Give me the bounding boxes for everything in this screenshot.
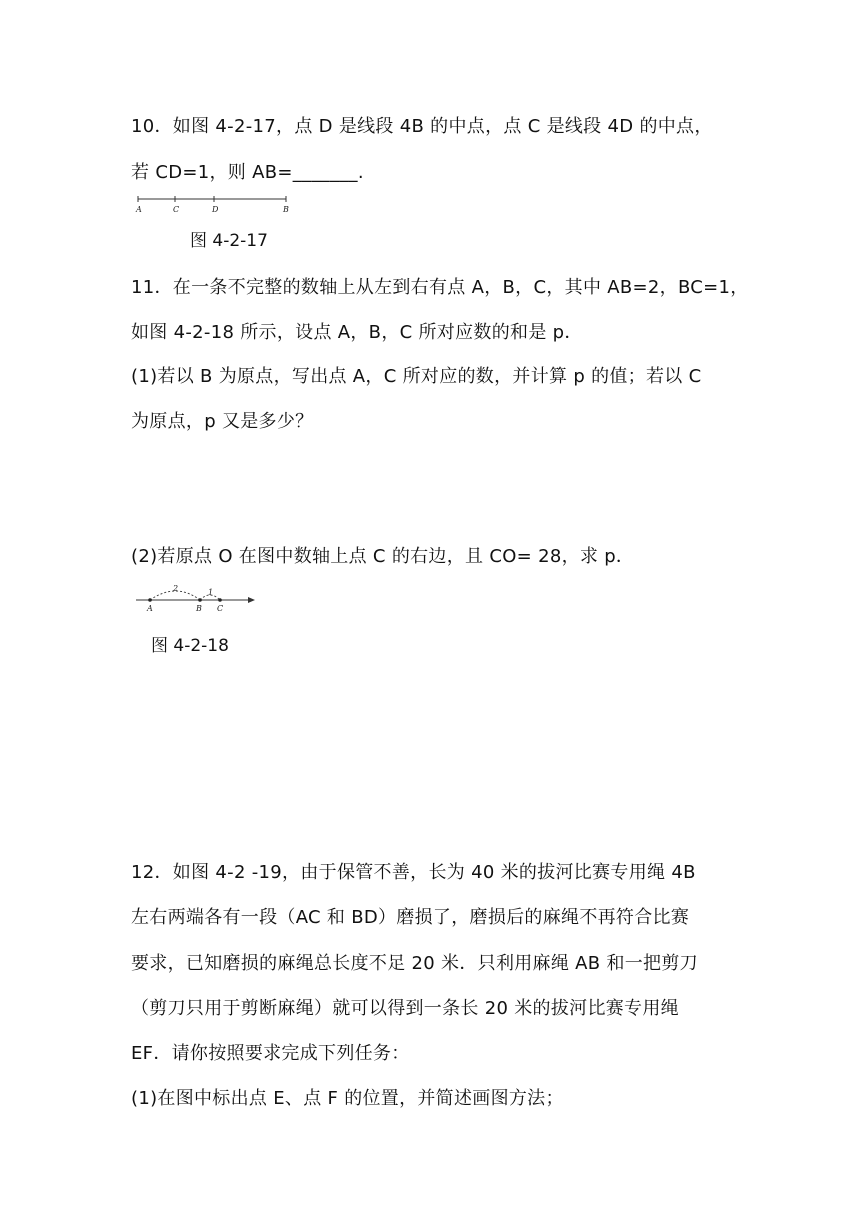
- q12-line-3: 要求，已知磨损的麻绳总长度不足 20 米．只利用麻绳 AB 和一把剪刀: [131, 953, 698, 974]
- q12-line-1: 12．如图 4-2 -19，由于保管不善，长为 40 米的拔河比赛专用绳 4B: [131, 862, 696, 883]
- label-c: C: [173, 205, 180, 214]
- q12-line-5: EF．请你按照要求完成下列任务：: [131, 1043, 410, 1064]
- q11-part1-line-1: (1)若以 B 为原点，写出点 A，C 所对应的数，并计算 p 的值；若以 C: [131, 366, 702, 387]
- point-c: [218, 598, 222, 602]
- arrow-right-icon: [248, 597, 255, 603]
- label-b: B: [196, 604, 202, 613]
- figure-4-2-17-segment: [134, 193, 294, 215]
- q11-line-1: 11．在一条不完整的数轴上从左到右有点 A，B，C，其中 AB=2，BC=1，: [131, 277, 749, 298]
- arc-label-ab: 2: [173, 584, 179, 593]
- label-a: A: [136, 205, 142, 214]
- label-d: D: [212, 205, 219, 214]
- q11-part1-line-2: 为原点，p 又是多少？: [131, 411, 314, 432]
- point-a: [148, 598, 152, 602]
- q11-line-2: 如图 4-2-18 所示，设点 A，B，C 所对应数的和是 p．: [131, 322, 583, 343]
- figure-4-2-18-caption: 图 4-2-18: [151, 636, 229, 656]
- label-a: A: [147, 604, 153, 613]
- q12-line-2: 左右两端各有一段（AC 和 BD）磨损了，磨损后的麻绳不再符合比赛: [131, 907, 690, 928]
- q12-part1: (1)在图中标出点 E、点 F 的位置，并简述画图方法；: [131, 1088, 564, 1109]
- label-b: B: [283, 205, 289, 214]
- q12-line-4: （剪刀只用于剪断麻绳）就可以得到一条长 20 米的拔河比赛专用绳: [131, 998, 679, 1019]
- q10-line-2: 若 CD=1，则 AB=_______.: [131, 162, 364, 183]
- figure-4-2-18-number-line: [134, 580, 258, 614]
- q10-line-1: 10．如图 4-2-17，点 D 是线段 4B 的中点，点 C 是线段 4D 的中点，: [131, 116, 713, 137]
- label-c: C: [217, 604, 224, 613]
- figure-4-2-17-caption: 图 4-2-17: [190, 231, 268, 251]
- arc-label-bc: 1: [208, 588, 214, 597]
- point-b: [198, 598, 202, 602]
- q11-part2: (2)若原点 O 在图中数轴上点 C 的右边，且 CO= 28，求 p．: [131, 546, 635, 567]
